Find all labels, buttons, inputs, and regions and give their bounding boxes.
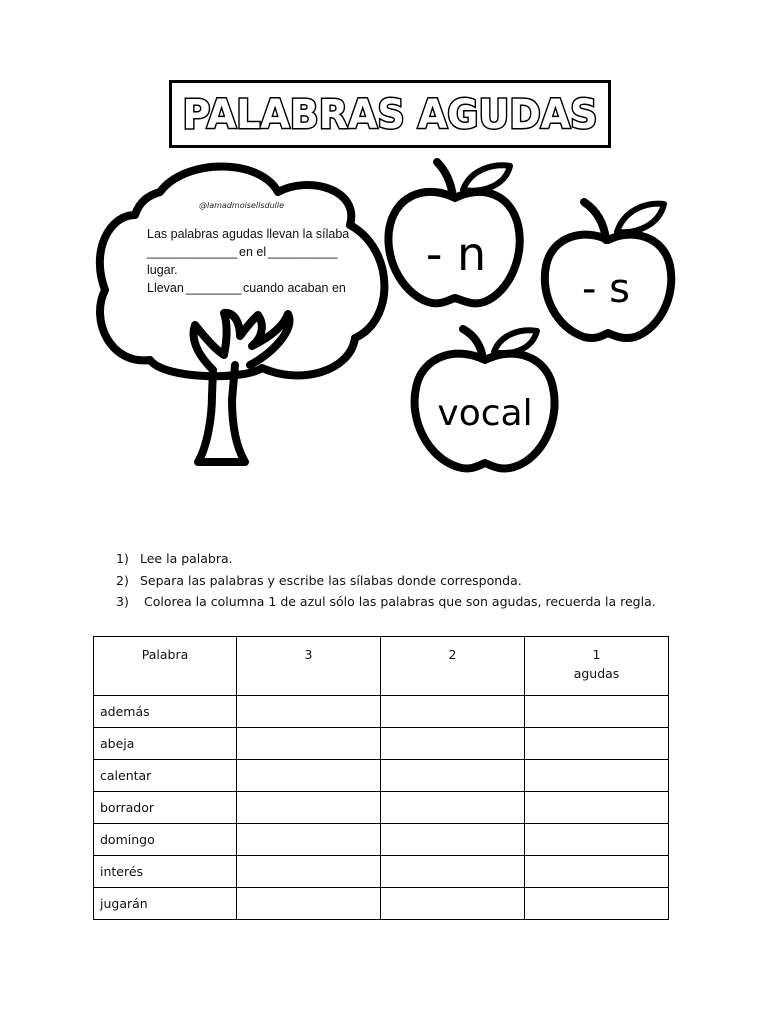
table-row bbox=[94, 760, 669, 792]
apple-vocal bbox=[415, 329, 555, 468]
instruction-item bbox=[116, 548, 656, 570]
instruction-text: Separa las palabras y escribe las sílabas donde corresponda. bbox=[140, 572, 522, 588]
tree-watermark: @lamadmoisellsdulle bbox=[199, 201, 285, 210]
instruction-text: Colorea la columna 1 de azul sólo las palabras que son agudas, recuerda la regla. bbox=[140, 594, 656, 609]
instruction-item bbox=[116, 591, 656, 613]
tree-illustration bbox=[100, 167, 385, 463]
tree-text-blank1: _____________ bbox=[147, 245, 238, 259]
table-row bbox=[94, 792, 669, 824]
instruction-number: 3) bbox=[116, 594, 129, 609]
word-cell: calentar bbox=[94, 760, 237, 792]
answer-cell[interactable] bbox=[381, 760, 525, 792]
table-row bbox=[94, 824, 669, 856]
word-cell: además bbox=[94, 696, 237, 728]
apple-n-leaf bbox=[463, 165, 510, 190]
word-cell: jugarán bbox=[94, 888, 237, 920]
answer-cell[interactable] bbox=[237, 856, 381, 888]
page-title: PALABRAS AGUDAS bbox=[182, 92, 598, 138]
answer-cell[interactable] bbox=[237, 792, 381, 824]
apple-n-label: - n bbox=[425, 227, 487, 281]
header-col-1-number: 1 bbox=[592, 647, 601, 662]
header-col-3: 3 bbox=[237, 637, 381, 696]
tree-text-blank2: __________ bbox=[268, 245, 338, 259]
apple-s bbox=[545, 202, 671, 338]
header-col-1 bbox=[525, 637, 669, 696]
answer-cell[interactable] bbox=[237, 824, 381, 856]
answer-cell[interactable] bbox=[381, 728, 525, 760]
answer-cell[interactable] bbox=[525, 792, 669, 824]
answer-cell[interactable] bbox=[381, 888, 525, 920]
apple-vocal-leaf bbox=[494, 330, 537, 353]
answer-cell[interactable] bbox=[237, 760, 381, 792]
table-row bbox=[94, 888, 669, 920]
apple-s-leaf bbox=[617, 204, 664, 233]
word-cell: borrador bbox=[94, 792, 237, 824]
tree-text-line3: lugar. bbox=[147, 263, 178, 277]
apple-vocal-label: vocal bbox=[437, 393, 533, 434]
answer-cell[interactable] bbox=[525, 888, 669, 920]
instruction-text: Lee la palabra. bbox=[140, 551, 233, 566]
answer-cell[interactable] bbox=[381, 792, 525, 824]
table-row bbox=[94, 856, 669, 888]
answer-cell[interactable] bbox=[237, 888, 381, 920]
word-cell: domingo bbox=[94, 824, 237, 856]
header-palabra: Palabra bbox=[94, 637, 237, 696]
answer-cell[interactable] bbox=[237, 728, 381, 760]
word-cell: abeja bbox=[94, 728, 237, 760]
answer-cell[interactable] bbox=[525, 856, 669, 888]
answer-cell[interactable] bbox=[525, 760, 669, 792]
answer-cell[interactable] bbox=[381, 696, 525, 728]
apple-n bbox=[388, 162, 519, 303]
answer-cell[interactable] bbox=[381, 824, 525, 856]
tree-text-llevan: Llevan bbox=[147, 281, 184, 295]
tree-text bbox=[146, 227, 349, 295]
answer-cell[interactable] bbox=[237, 696, 381, 728]
header-col-2: 2 bbox=[381, 637, 525, 696]
table-row bbox=[94, 728, 669, 760]
instructions-list bbox=[116, 548, 656, 613]
word-cell: interés bbox=[94, 856, 237, 888]
answer-cell[interactable] bbox=[525, 696, 669, 728]
tree-text-line1: Las palabras agudas llevan la sílaba bbox=[147, 227, 350, 241]
header-col-1-sub: agudas bbox=[573, 666, 620, 681]
tree-crown bbox=[100, 167, 385, 377]
table-header-row bbox=[94, 637, 669, 696]
tree-text-acaban: cuando acaban en bbox=[243, 281, 346, 295]
tree-text-en-el: en el bbox=[239, 245, 267, 259]
tree-trunk bbox=[194, 313, 290, 462]
title-graphic bbox=[175, 85, 605, 143]
title-box bbox=[169, 80, 611, 148]
answer-cell[interactable] bbox=[381, 856, 525, 888]
illustration bbox=[0, 150, 768, 480]
answer-cell[interactable] bbox=[525, 728, 669, 760]
syllable-table bbox=[93, 636, 669, 920]
instruction-number: 2) bbox=[116, 572, 129, 588]
tree-text-blank3: ________ bbox=[186, 281, 242, 295]
answer-cell[interactable] bbox=[525, 824, 669, 856]
instruction-item bbox=[116, 570, 656, 592]
instruction-number: 1) bbox=[116, 551, 129, 566]
table-row bbox=[94, 696, 669, 728]
apple-s-label: - s bbox=[582, 266, 630, 312]
